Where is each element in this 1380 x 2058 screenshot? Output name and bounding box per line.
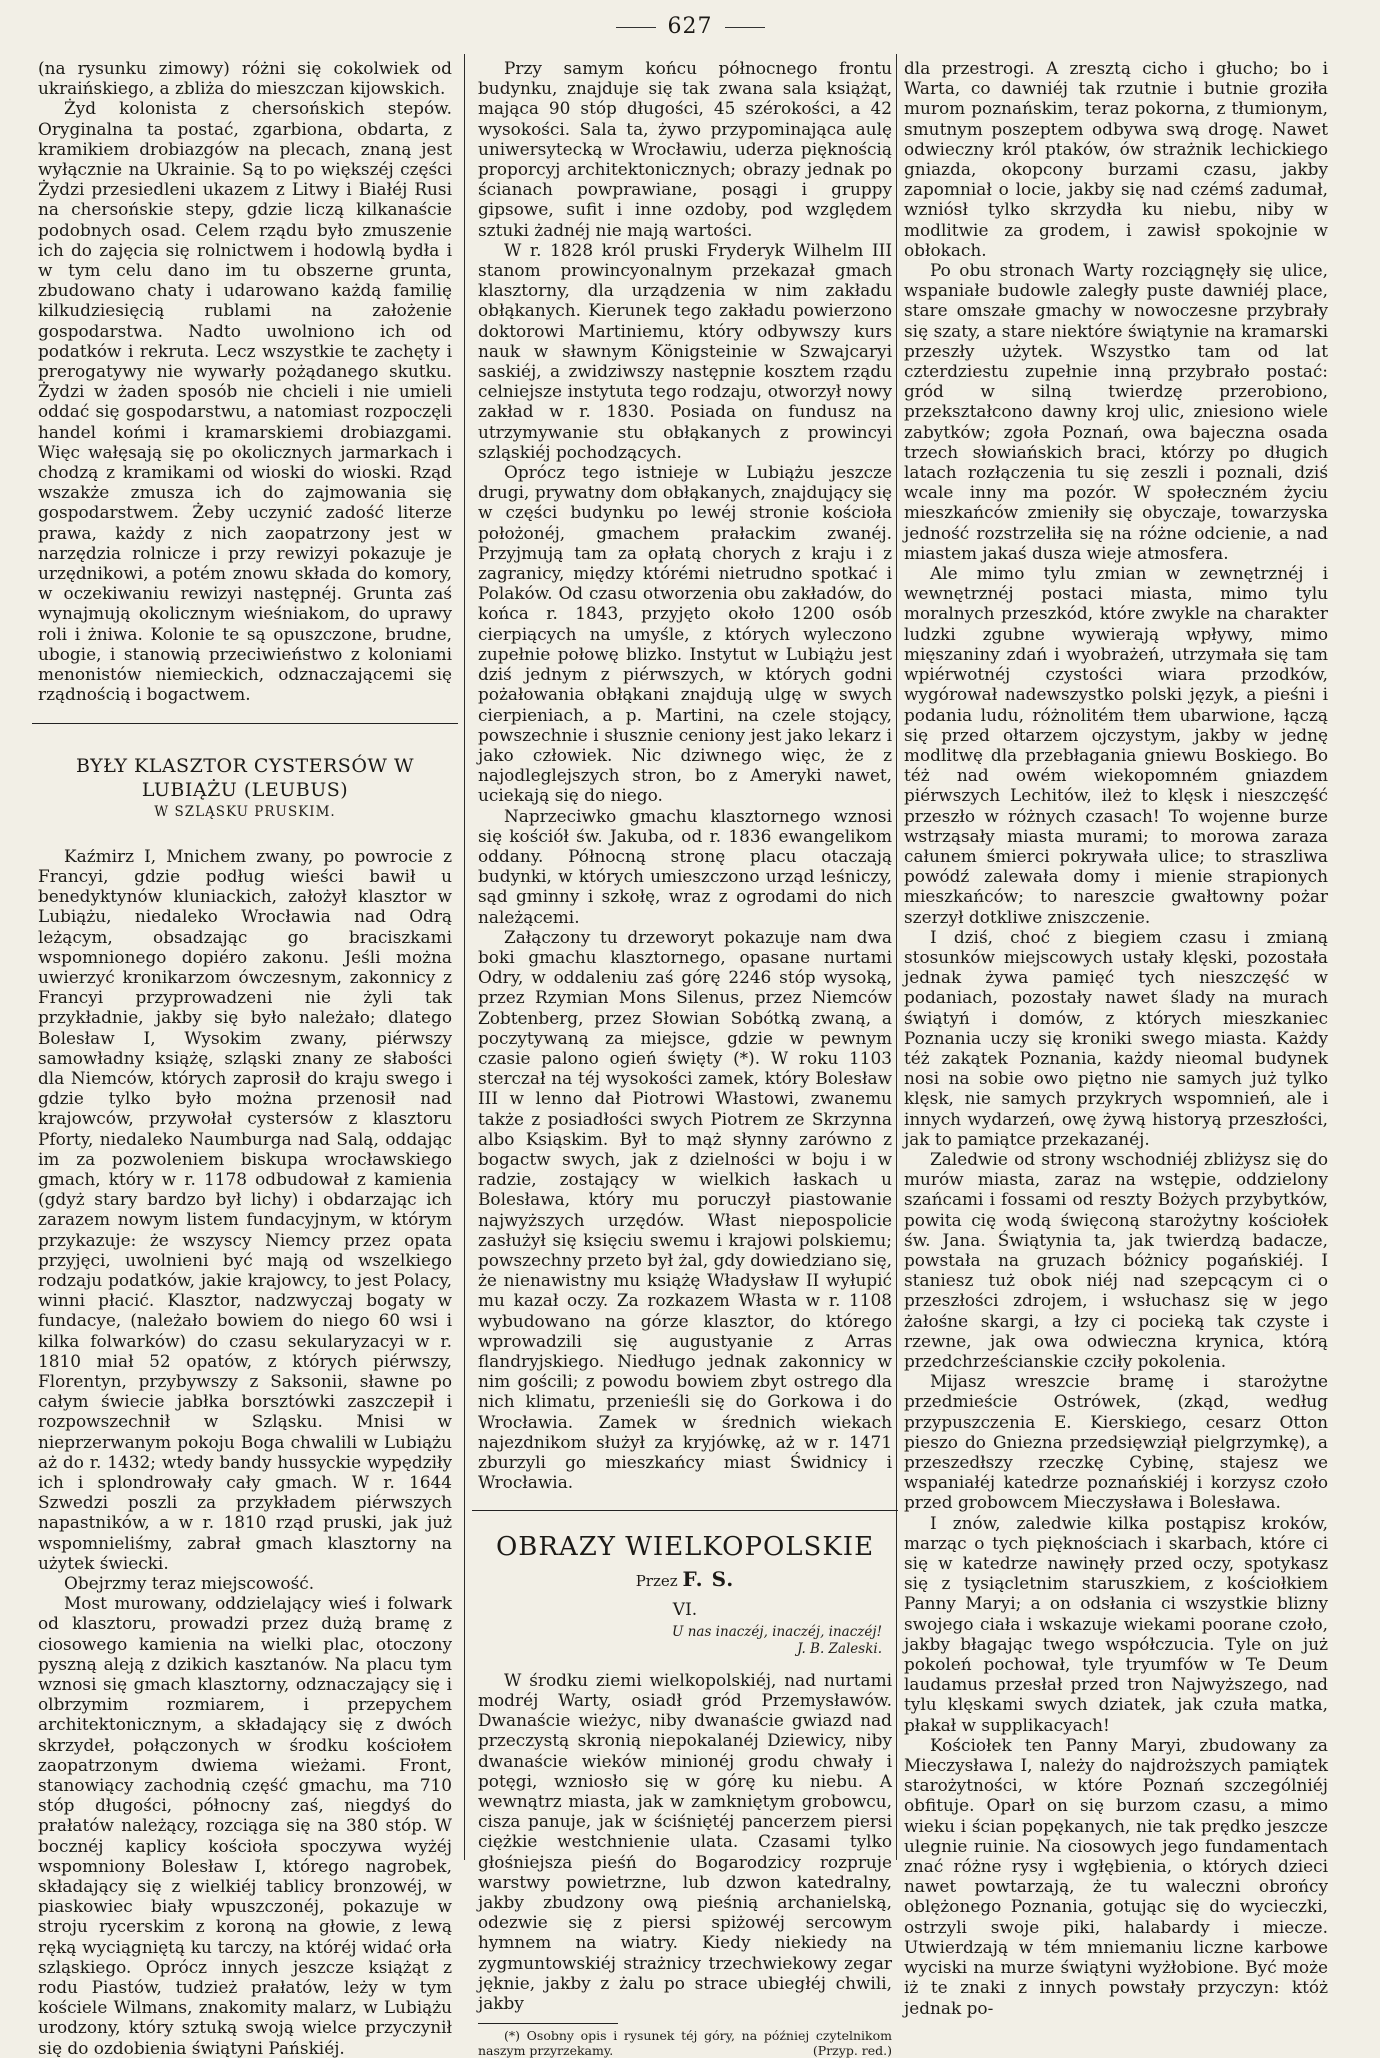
column-3 — [904, 58, 1328, 2018]
footnote-credit: (Przyp. red.) — [812, 2043, 892, 2058]
byline-author: F. S. — [682, 1567, 735, 1592]
paragraph: Po obu stronach Warty rozciągnęły się ulice, wspaniałe budowle zaległy puste dawniéj place, stare omszałe gmachy w nowoczesne przybrały się szaty, a stare niektóre świątynie na kramarski przeszły użytek. Wszystko tam od lat czterdziestu zupełnie inną przybrało postać: gród w silną twierdzę przerobiono, przekształcono dawny kroj ulic, zniesiono wiele zabytków; zgoła Poznań, owa bajeczna osada trzech słowiańskich braci, którzy po długich latach rozłączenia tu się zeszli i poznali, dziś wcale inny ma pozór. W społeczném życiu mieszkańców zmieniły się obyczaje, towarzyska jedność rozstrzeliła się na różne odcienie, a nad miastem jakaś dusza wieje atmosfera. — [904, 260, 1328, 563]
paragraph: W r. 1828 król pruski Fryderyk Wilhelm III stanom prowincyonalnym przekazał gmach klasztorny, dla urządzenia w nim zakładu obłąkanych. Kierunek tego zakładu powierzono doktorowi Martiniemu, który odbywszy kurs nauk w sławnym Königsteinie w Szwajcaryi saskiéj, a zwidziwszy następnie kosztem rządu celniejsze instytuta tego rodzaju, otworzył nowy zakład w r. 1830. Posiada on fundusz na utrzymywanie stu obłąkanych z prowincyi szląskiéj pochodzących. — [478, 239, 892, 462]
column-rule — [464, 54, 465, 1860]
column-2 — [478, 58, 892, 2058]
paragraph: Kaźmirz I, Mnichem zwany, po powrocie z Francyi, gdzie podług wieści bawił u benedyktynów kluniackich, założył klasztor w Lubiążu, niedaleko Wrocławia nad Odrą leżącym, obsadzając go braciszkami wspomnionego dopiéro zakonu. Jeśli można uwierzyć kronikarzom ówczesnym, zakonnicy z Francyi przyprowadzeni nie żyli tak przykładnie, jakby się było należało; dlatego Bolesław I, Wysokim zwany, piérwszy samowładny książę, szląski znany ze słabości dla Niemców, których zaprosił do kraju swego i gdzie tylko było można przenosił nad krajowców, przywołał cystersów z klasztoru Pforty, niedaleko Naumburga nad Salą, oddając im za pozwoleniem biskupa wrocławskiego gmach, który w r. 1178 odbudował z kamienia (gdyż stary bardzo był lichy) i obdarzając ich zarazem nowym listem fundacyjnym, w którym przykazuje: że wszyscy Niemcy przez opata przyjęci, uwolnieni być mają od wszelkiego rodzaju podatków, jakie krajowcy, to jest Polacy, winni płacić. Klasztor, nadzwyczaj bogaty w fundacye, (należało bowiem do niego 60 wsi i kilka folwarków) do czasu sekularyzacyi w r. 1810 miał 52 opatów, z których piérwszy, Florentyn, przybywszy z Saksonii, sławne po całym świecie jabłka borsztówki zaszczepił i rozpowszechnił w Szląsku. Mnisi w nieprzerwanym pokoju Boga chwalili w Lubiążu aż do r. 1432; wtedy bandy hussyckie wypędziły ich i splondrowały cały gmach. W r. 1644 Szwedzi poszli za przykładem piérwszych napastników, a w r. 1810 rząd pruski, jak już wspomnieliśmy, zabrał gmach klasztorny na użytek świecki. — [38, 845, 452, 1573]
article-title: BYŁY KLASZTOR CYSTERSÓW W LUBIĄŻU (LEUBUS) — [75, 754, 415, 801]
article-subtitle: W SZLĄSKU PRUSKIM. — [154, 803, 336, 820]
paragraph: Żyd kolonista z chersońskich stepów. Oryginalna ta postać, zgarbiona, obdarta, z kramikiem drobiazgów na plecach, znaną jest wyłącznie na Ukrainie. Są to po większéj części Żydzi przesiedleni ukazem z Litwy i Białéj Rusi na chersońskie stepy, gdzie liczą kilkanaście podobnych osad. Celem rządu było zmuszenie ich do zajęcia się rolnictwem i hodowlą bydła i w tym celu dano im tu obszerne grunta, zbudowano chaty i udarowano każdą familię kilkudziesięcią rublami na założenie gospodarstwa. Nadto uwolniono ich od podatków i rekruta. Lecz wszystkie te zachęty i prerogatywy nie wywarły pożądanego skutku. Żydzi w żaden sposób nie chcieli i nie umieli oddać się gospodarstwu, a natomiast rozpoczęli handel końmi i kramarskiemi drobiazgami. Więc wałęsają się po okolicznych jarmarkach i chodzą z kramikami od wioski do wioski. Rząd wszakże zmusza ich do zajmowania się gospodarstwem. Żeby uczynić zadość literze prawa, każdy z nich zaopatrzony jest w narzędzia rolnicze i przy rewizyi pokazuje je urzędnikowi, a potém znowu składa do komory, w oczekiwaniu rewizyi następnéj. Grunta zaś wynajmują okolicznym wieśniakom, do uprawy roli i żniwa. Kolonie te są opuszczone, brudne, ubogie, i stanowią przeciwieństwo z koloniami menonistów niemieckich, odznaczającemi się rządnością i bogactwem. — [38, 98, 452, 705]
paragraph: Zaledwie od strony wschodniéj zbliżysz się do murów miasta, zaraz na wstępie, oddzielony szańcami i fossami od reszty Bożych przybytków, powita cię wodą święconą starożytny kościołek św. Jana. Świątynia ta, jak twierdzą badacze, powstała na gruzach bóżnicy pogańskiéj. I staniesz tuż obok niéj nad szepcącym ci o przeszłości zdrojem, i wsłuchasz się w jego żałośne skargi, a łzy ci pocieką tak czyste i rzewne, jak owa odwieczna krynica, którą przedchrześcianskie czciły pokolenia. — [904, 1148, 1328, 1371]
footnote — [478, 2028, 892, 2058]
byline-prefix: Przez — [635, 1572, 678, 1591]
epigraph-text: U nas inaczéj, inaczéj, inaczéj! — [672, 1623, 882, 1640]
paragraph: W środku ziemi wielkopolskiéj, nad nurtami modréj Warty, osiadł gród Przemysławów. Dwanaście wieżyc, niby dwanaście gwiazd nad przeczystą skronią niepokalanéj Dziewicy, niby dwanaście wieków minionéj grodu chwały i potęgi, wzniosło się w górę ku niebu. A wewnątrz miasta, jak w zamkniętym grobowcu, cisza panuje, jak w ściśniętéj pancerzem piersi ciężkie westchnienie ulata. Czasami tylko głośniejsza pieśń do Bogarodzicy rozpruje warstwy powietrzne, lub dzwon katedralny, jakby zbudzony ową pieśnią archanielską, odezwie się z piersi spiżowéj sercowym hymnem na wiatry. Kiedy niekiedy na zygmuntowskiéj strażnicy trzechwiekowy zegar jęknie, jakby z żalu po strace ubiegłéj chwili, jakby — [478, 1669, 892, 2014]
paragraph: Ale mimo tylu zmian w zewnętrznéj i wewnętrznéj postaci miasta, mimo tylu moralnych przeszkód, które zwykle na charakter ludzki zgubne wywierają wpływy, mimo mięszaniny zdań i wyobrażeń, utrzymała się tam wpiérwotnéj czystości wiara przodków, wygórował nadewszystko polski język, a pieśni i podania ludu, różnolitém tłem ubarwione, łączą się przed ołtarzem ojczystym, jakby w jednę modlitwę dla przebłagania gniewu Boskiego. Bo téż nad owém wiekopomném gniazdem piérwszych Lechitów, ileż to klęsk i nieszczęść przeszło w różnych czasach! To wojenne burze wstrząsały miasta murami; to morowa zaraza całunem śmierci pokrywała ulice; to straszliwa powódź zalewała domy i mienie strapionych mieszkańców; to nareszcie gwałtowny pożar szerzył dotkliwe zniszczenie. — [904, 563, 1328, 927]
paragraph: Most murowany, oddzielający wieś i folwark od klasztoru, prowadzi przez dużą bramę z ciosowego kamienia na wielki plac, otoczony pyszną aleją z dzikich kasztanów. Na placu tym wznosi się gmach klasztorny, odznaczający się i olbrzymim rozmiarem, i przepychem architektonicznym, a składający się z dwóch skrzydeł, połączonych w środku kościołem zaopatrzonym dwiema wieżami. Front, stanowiący zachodnią część gmachu, ma 710 stóp długości, północny zaś, niegdyś do prałatów należący, rozciąga się na 380 stóp. W bocznéj kaplicy kościoła spoczywa wyżéj wspomniony Bolesław I, którego nagrobek, składający się z wielkiéj tablicy bronzowéj, w piaskowiec biały wpuszczonéj, pokazuje w stroju rycerskim z koroną na głowie, z lewą ręką wyciągniętą ku tarczy, na któréj widać orła szląskiego. Oprócz innych jeszcze książąt z rodu Piastów, tudzież prałatów, leży w tym kościele Wilmans, znakomity malarz, w Lubiążu urodzony, który sztuką swoją wielce przyczynił się do ozdobienia świątyni Pańskiéj. — [38, 1593, 452, 2058]
epigraph — [478, 1624, 882, 1658]
article-separator — [472, 1510, 898, 1511]
chapter-number: VI. — [672, 1599, 698, 1620]
paragraph: I dziś, choć z biegiem czasu i zmianą stosunków miejscowych ustały klęski, pozostała jednak żywa pamięć tych nieszczęść w podaniach, pozostały nawet ślady na murach świątyń i domów, z których mieszkaniec Poznania uczy się kroniki swego miasta. Każdy téż zakątek Poznania, każdy nieomal budynek nosi na sobie owo piętno nie samych już tylko klęsk, nie samych przykrych wspomnień, ale i innych wydarzeń, owę żywą historyą przeszłości, jak to pamiątce przekazanéj. — [904, 926, 1328, 1149]
footnote-text: (*) Osobny opis i rysunek téj góry, na później czytelnikom naszym przyrzekamy. — [478, 2028, 892, 2058]
page-number-text: 627 — [667, 14, 713, 39]
paragraph: Obejrzmy teraz miejscowość. — [64, 1573, 315, 1594]
paragraph: (na rysunku zimowy) różni się cokolwiek od ukraińskiego, a zbliża do mieszczan kijowskich. — [38, 58, 452, 99]
article-separator — [32, 723, 458, 724]
column-rule — [896, 54, 897, 1860]
paragraph: Naprzeciwko gmachu klasztornego wznosi się kościół św. Jakuba, od r. 1836 ewangelikom oddany. Północną stronę placu otaczają budynki, w których umieszczono urząd leśniczy, sąd gminny i szkołę, wraz z ogrodami do nich należącemi. — [478, 805, 892, 927]
footnote-rule — [478, 2023, 618, 2024]
paragraph: I znów, zaledwie kilka postąpisz kroków, marząc o tych pięknościach i skarbach, które ci się w katedrze nawinęły przed oczy, spotykasz się z tysiącletnim staruszkiem, z kościołkiem Panny Maryi; a on odsłania ci wszystkie blizny swojego ciała i wskazuje wiekami poorane czoło, jakby błagając twego współczucia. Tyle on już pokoleń pochował, tyle tryumfów w Te Deum laudamus przesłał przed tron Najwyższego, nad tylu klęskami swych dziatek, jak czuła matka, płakał w supplikacyach! — [904, 1512, 1328, 1735]
paragraph: Przy samym końcu północnego frontu budynku, znajduje się tak zwana sala książąt, mająca 90 stóp długości, 45 szérokości, a 42 wysokości. Sala ta, żywo przypominająca aulę uniwersytecką w Wrocławiu, uderza pięknością proporcyj architektonicznych; obrazy jednak po ścianach powprawiane, posągi i gruppy gipsowe, sufit i inne ozdoby, pod względem sztuki żadnéj nie mają wartości. — [478, 58, 892, 240]
epigraph-author: J. B. Zaleski. — [797, 1640, 882, 1657]
paragraph: Kościołek ten Panny Maryi, zbudowany za Mieczysława I, należy do najdroższych pamiątek starożytności, w które Poznań szczególniéj obfituje. Oparł on się burzom czasu, a mimo wieku i ścian popękanych, nie tak prędko jeszcze ulegnie ruinie. Na ciosowych jego fundamentach znać różne rysy i wgłębienia, o których dzieci nawet powtarzają, że tu waleczni obrońcy oblężonego Poznania, gotując się do wycieczki, ostrzyli swoje piki, halabardy i miecze. Utwierdzają w tém mniemaniu liczne karbowe wyciski na murze świątyni wyżłobione. Być może iż te znaki z innych powstały przyczyn: któż jednak po- — [904, 1734, 1328, 2018]
paragraph: Oprócz tego istnieje w Lubiążu jeszcze drugi, prywatny dom obłąkanych, znajdujący się w części budynku po lewéj stronie kościoła położonéj, gmachem prałackim zwanéj. Przyjmują tam za opłatą chorych z kraju i z zagranicy, między którémi nietrudno spotkać i Polaków. Od czasu otworzenia obu zakładów, do końca r. 1843, przyjęto około 1200 osób cierpiących na umyśle, z których wyleczono zupełnie połowę blizko. Instytut w Lubiążu jest dziś jednym z piérwszych, w których godni pożałowania obłąkani znajdują ulgę w swych cierpieniach, a p. Martini, na czele stojący, powszechnie i słusznie ceniony jest jako lekarz i jako człowiek. Nic dziwnego więc, że z najodleglejszych stron, bo z Ameryki nawet, uciekają się do niego. — [478, 462, 892, 806]
paragraph: dla przestrogi. A zresztą cicho i głucho; bo i Warta, co dawniéj tak rzutnie i butnie groziła murom poznańskim, teraz pokorna, z tłumionym, smutnym poszeptem odbywa swą drogę. Nawet odwieczny król ptaków, ów strażnik lechickiego gniazda, okopcony burzami czasu, jakby zapomniał o locie, jakby się nad czémś zadumał, wzniósł tylko skrzydła ku niebu, niby w modlitwie za grodem, i zawisł spokojnie w obłokach. — [904, 58, 1328, 260]
byline — [478, 1569, 892, 1591]
paragraph: Mijasz wreszcie bramę i starożytne przedmieście Ostrówek, (zkąd, według przypuszczenia E. Kierskiego, cesarz Otton pieszo do Gniezna przedsięwziął pielgrzymkę), a przeszedłszy rzeczkę Cybinę, stajesz we wspaniałéj katedrze poznańskiéj i korzysz czoło przed grobowcem Mieczysława i Bolesława. — [904, 1371, 1328, 1513]
paragraph: Załączony tu drzeworyt pokazuje nam dwa boki gmachu klasztornego, opasane nurtami Odry, w oddaleniu zaś górę 2246 stóp wysoką, przez Rzymian Mons Silenus, przez Niemców Zobtenberg, przez Słowian Sobótką zwaną, a poczytywaną za miejsce, gdzie w pewnym czasie palono ogień święty (*). W roku 1103 sterczał na téj wysokości zamek, który Bolesław III w lenno dał Piotrowi Własto​wi, zwanemu także z posiadłości swych Piotrem ze Skrzynna albo Ksiąskim. Był to mąż słynny zarówno z bogactw swych, jak z dzielności w boju i w radzie, zostający w wielkich łaskach u Bolesława, który mu poruczył piastowanie najwyższych urzędów. Włast niepospolicie zasłużył się księciu swemu i krajowi polskiemu; powszechny przeto był żal, gdy dowiedziano się, że nienawistny mu książę Władysław II wyłupić mu kazał oczy. Za rozkazem Własta w r. 1108 wybudowano na górze klasztor, do którego wprowadzili się augustyanie z Arras flandryjskiego. Niedługo jednak zakonnicy w nim gościli; z powodu bowiem zbyt ostrego dla nich klimatu, przenieśli się do Gorkowa i do Wrocławia. Zamek w średnich wiekach najezdnikom służył za kryjówkę, aż w r. 1471 zburzyli go mieszkańcy miast Świdnicy i Wrocławia. — [478, 926, 892, 1493]
article-title: OBRAZY WIELKOPOLSKIE — [495, 1532, 875, 1563]
column-1 — [38, 58, 452, 2058]
page-number — [0, 14, 1380, 39]
